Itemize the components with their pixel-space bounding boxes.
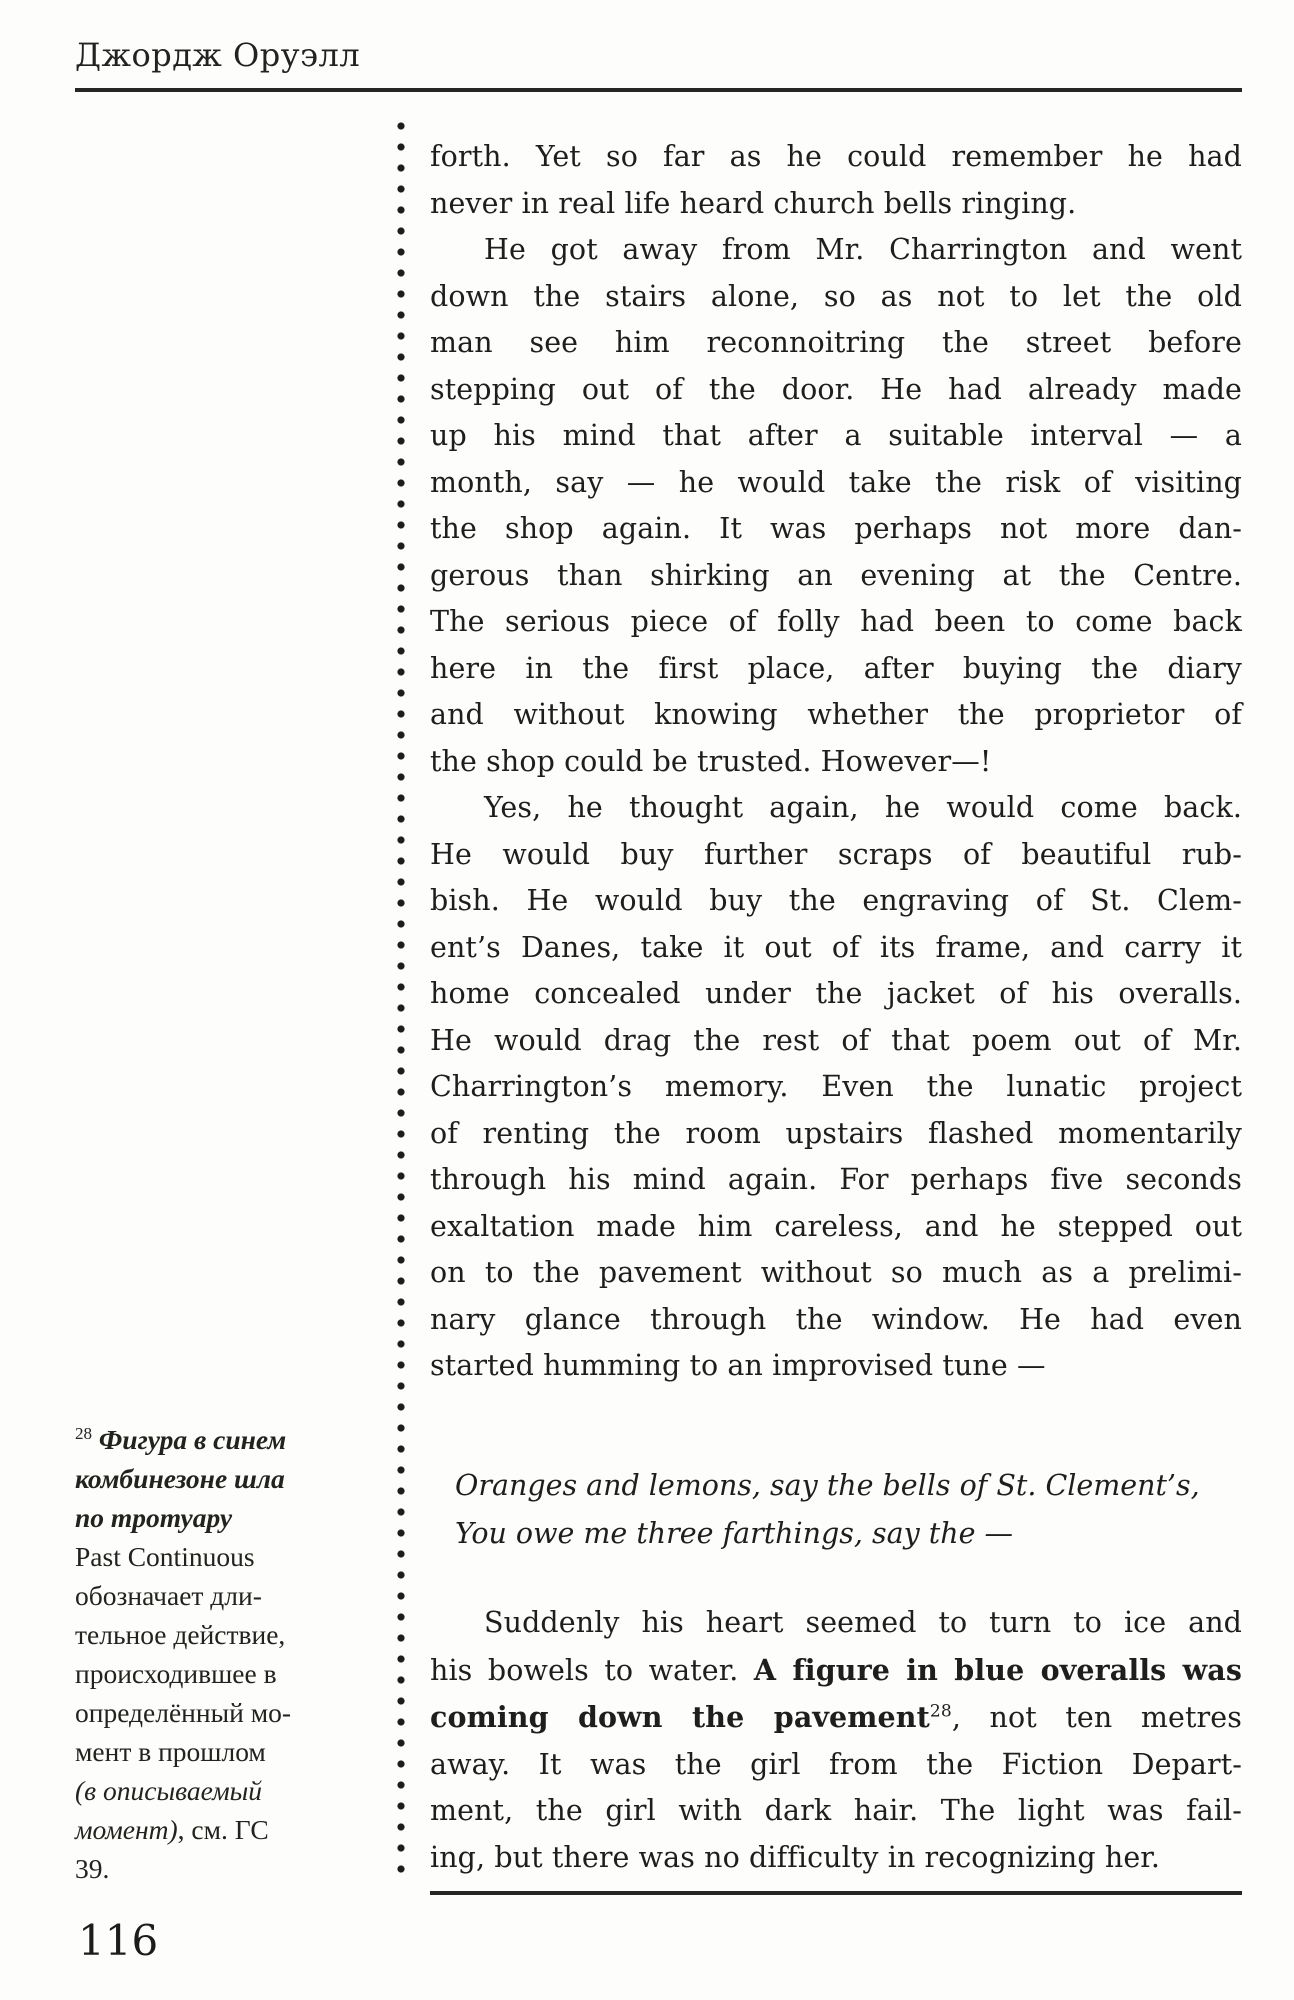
bottom-rule (430, 1891, 1242, 1895)
text-line: ent’s Danes, take it out of its frame, and carry it (430, 930, 1242, 964)
text-line: ing, but there was no difficulty in recognizing her. (430, 1840, 1161, 1874)
text-line: the shop could be trusted. However—! (430, 744, 992, 778)
text-line: момент), см. ГС (75, 1814, 269, 1845)
text-line: He would drag the rest of that poem out of Mr. (430, 1023, 1242, 1057)
text-line: down the stairs alone, so as not to let the old (430, 279, 1242, 313)
text-line: комбинезоне шла (75, 1463, 285, 1494)
text-line: exaltation made him careless, and he stepped out (430, 1209, 1242, 1243)
text-line: по тротуару (75, 1502, 233, 1533)
text-line: stepping out of the door. He had already made (430, 372, 1242, 406)
verse-quote (455, 1462, 1235, 1557)
text-line: home concealed under the jacket of his overalls. (430, 977, 1242, 1010)
text-line: coming down the pavement$^{28}$, not ten metres (430, 1700, 1242, 1734)
text-line: up his mind that after a suitable interval — a (430, 419, 1242, 452)
text-line: here in the first place, after buying the diary (430, 651, 1242, 685)
text-line: nary glance through the window. He had even (430, 1302, 1242, 1336)
header-rule (75, 88, 1242, 92)
text-line: He got away from Mr. Charrington and went (484, 233, 1242, 266)
text-line: of renting the room upstairs flashed momentarily (430, 1116, 1242, 1150)
text-line: his bowels to water. A figure in blue overalls was (430, 1652, 1242, 1687)
sidebar-footnote (75, 1420, 337, 1888)
text-line: обозначает дли- (75, 1580, 262, 1611)
text-line: on to the pavement without so much as a prelimi- (430, 1256, 1242, 1289)
text-line: тельное действие, (75, 1619, 286, 1650)
text-line: started humming to an improvised tune — (430, 1349, 1046, 1382)
text-line: month, say — he would take the risk of visiting (430, 465, 1242, 499)
text-line: ment, the girl with dark hair. The light was fail- (430, 1794, 1242, 1827)
text-line: мент в прошлом (75, 1736, 266, 1767)
text-line: определённый мо- (75, 1697, 291, 1728)
text-line: the shop again. It was perhaps not more dan- (430, 512, 1242, 545)
text-line: through his mind again. For perhaps five seconds (430, 1163, 1242, 1196)
text-line: away. It was the girl from the Fiction Depart- (430, 1747, 1242, 1781)
dotted-divider (396, 116, 406, 1876)
text-line: The serious piece of folly had been to come back (430, 605, 1242, 638)
text-line: gerous than shirking an evening at the Centre. (430, 558, 1242, 592)
text-line: Oranges and lemons, say the bells of St. Clement’s, (455, 1469, 1200, 1502)
text-line: Yes, he thought again, he would come back. (484, 791, 1242, 824)
closing-paragraph (430, 1600, 1242, 1881)
text-line: $^{28}$ Фигура в синем (75, 1423, 287, 1455)
author-header: Джордж Оруэлл (75, 36, 361, 74)
text-line: bish. He would buy the engraving of St. Clem- (430, 884, 1242, 917)
main-text (430, 134, 1242, 1390)
text-line: and without knowing whether the proprietor of (430, 698, 1242, 731)
text-line: never in real life heard church bells ringing. (430, 186, 1077, 220)
text-line: Past Continuous (75, 1541, 255, 1572)
page-number: 116 (78, 1916, 159, 1965)
text-line: forth. Yet so far as he could remember he had (430, 140, 1242, 173)
text-line: Charrington’s memory. Even the lunatic project (430, 1070, 1242, 1103)
text-line: происходившее в (75, 1658, 277, 1689)
text-line: You owe me three farthings, say the — (455, 1516, 1014, 1550)
text-line: (в описываемый (75, 1775, 263, 1806)
text-line: Suddenly his heart seemed to turn to ice and (484, 1606, 1242, 1639)
text-line: He would buy further scraps of beautiful rub- (430, 837, 1242, 871)
text-line: man see him reconnoitring the street before (430, 326, 1242, 359)
text-line: 39. (75, 1853, 110, 1884)
